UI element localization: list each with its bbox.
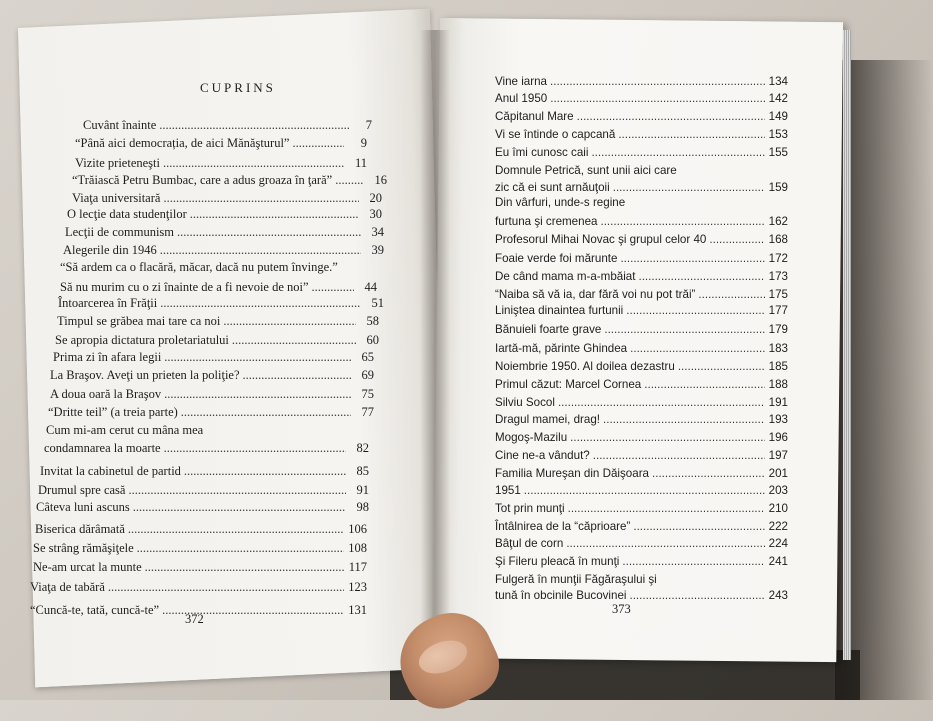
- toc-entry-page: 9: [360, 136, 367, 150]
- toc-entry: [495, 573, 657, 586]
- toc-entry-leader: [164, 387, 351, 402]
- toc-entry: [44, 441, 369, 456]
- toc-entry: [38, 483, 369, 498]
- toc-entry-title: Viaţa universitară: [72, 191, 161, 205]
- toc-entry: [495, 537, 788, 550]
- toc-entry: [495, 288, 788, 301]
- toc-entry-page: 168: [768, 233, 788, 246]
- toc-entry-page: 131: [348, 603, 367, 617]
- toc-entry-page: 159: [768, 181, 788, 194]
- toc-entry: [50, 368, 374, 383]
- toc-entry: [495, 342, 788, 355]
- toc-entry: [495, 146, 788, 159]
- toc-entry-title: Se apropia dictatura proletariatului: [55, 333, 229, 347]
- toc-entry-title: Silviu Socol: [495, 396, 555, 409]
- toc-entry-leader: [133, 500, 346, 515]
- toc-entry-leader: [570, 431, 765, 444]
- toc-entry: [495, 270, 788, 283]
- toc-entry-title: Bănuieli foarte grave: [495, 323, 602, 336]
- toc-entry-page: 155: [768, 146, 788, 159]
- toc-entry-title: Iartă-mă, părinte Ghindea: [495, 342, 628, 355]
- toc-entry-leader: [163, 156, 344, 171]
- page-title: CUPRINS: [200, 80, 276, 95]
- toc-entry-leader: [566, 537, 765, 550]
- toc-entry-title: Vi se întinde o capcană: [495, 128, 616, 141]
- toc-entry: [495, 520, 788, 533]
- toc-entry-leader: [600, 215, 765, 228]
- toc-entry: [30, 580, 367, 595]
- toc-entry-leader: [630, 342, 765, 355]
- toc-entry-title: “Până aici democrația, de aici Mănăşturul”: [75, 136, 290, 150]
- toc-entry-title: “Dritte teil” (a treia parte): [48, 405, 178, 419]
- toc-entry-leader: [604, 323, 765, 336]
- toc-entry-page: 7: [365, 118, 372, 132]
- toc-entry-page: 60: [366, 333, 379, 347]
- toc-entry-title: Ne-am urcat la munte: [33, 560, 142, 574]
- toc-entry-title: “Naiba să vă ia, dar fără voi nu pot trăi”: [495, 288, 696, 301]
- toc-entry-title: Lecţii de communism: [65, 225, 175, 239]
- toc-entry-title: O lecţie data studenţilor: [67, 207, 187, 221]
- toc-entry-title: Întâlnirea de la “căprioare”: [495, 520, 631, 533]
- toc-entry-leader: [164, 350, 351, 365]
- toc-entry-page: 106: [348, 522, 367, 536]
- toc-entry: [495, 164, 677, 177]
- toc-entry-leader: [160, 243, 361, 258]
- toc-entry-page: 30: [369, 207, 382, 221]
- toc-entry-title: Cine ne-a vândut?: [495, 449, 590, 462]
- toc-entry-page: 44: [364, 280, 377, 294]
- toc-entry-leader: [312, 280, 354, 295]
- toc-entry: [495, 396, 788, 409]
- toc-entry-page: 188: [768, 378, 788, 391]
- toc-entry-page: 11: [354, 156, 367, 170]
- toc-entry-title: Tot prin munţi: [495, 502, 565, 515]
- toc-entry-title: Anul 1950: [495, 92, 548, 105]
- toc-entry-page: 241: [768, 555, 788, 568]
- toc-entry: [72, 173, 387, 188]
- toc-entry: [495, 502, 788, 515]
- toc-entry-title: “Cuncă-te, tată, cuncă-te”: [30, 603, 160, 617]
- toc-entry-title: Mogoş-Mazilu: [495, 431, 568, 444]
- toc-entry-leader: [698, 288, 765, 301]
- toc-entry-leader: [568, 502, 765, 515]
- toc-entry-page: 91: [356, 483, 369, 497]
- toc-entry: [36, 500, 369, 515]
- toc-entry-page: 34: [371, 225, 384, 239]
- toc-entry: [495, 110, 788, 123]
- toc-entry-title: Liniştea dinaintea furtunii: [495, 304, 624, 317]
- toc-entry-page: 196: [768, 431, 788, 444]
- toc-entry-title: Prima zi în afara legii: [53, 350, 162, 364]
- toc-entry-leader: [678, 360, 765, 373]
- toc-entry: [83, 118, 372, 133]
- toc-entry-title: De când mama m-a-mbăiat: [495, 270, 636, 283]
- toc-entry: [50, 387, 374, 402]
- toc-entry-leader: [108, 580, 344, 595]
- toc-entry-leader: [626, 304, 765, 317]
- toc-entry: [495, 215, 788, 228]
- toc-entry-leader: [159, 118, 349, 133]
- toc-entry-page: 177: [768, 304, 788, 317]
- toc-entry-page: 201: [768, 467, 788, 480]
- toc-entry-leader: [577, 110, 765, 123]
- toc-entry-page: 123: [348, 580, 367, 594]
- toc-entry-page: 108: [348, 541, 367, 555]
- toc-entry: [63, 243, 384, 258]
- toc-entry-title: condamnarea la moarte: [44, 441, 161, 455]
- toc-entry-leader: [644, 378, 765, 391]
- toc-entry-title: Familia Mureşan din Dăişoara: [495, 467, 650, 480]
- toc-entry: [60, 280, 377, 295]
- toc-entry: [495, 431, 788, 444]
- toc-entry-title: Căpitanul Mare: [495, 110, 574, 123]
- toc-entry-title: Foaie verde foi mărunte: [495, 252, 618, 265]
- toc-entry-leader: [618, 128, 765, 141]
- toc-entry-leader: [292, 136, 344, 151]
- toc-entry-leader: [638, 270, 765, 283]
- toc-entry-page: 243: [768, 589, 788, 602]
- toc-entry-page: 98: [356, 500, 369, 514]
- toc-entry-page: 203: [768, 484, 788, 497]
- toc-entry: [495, 233, 788, 246]
- toc-entry-leader: [633, 520, 765, 533]
- toc-entry-title: Cum mi-am cerut cu mâna mea: [46, 423, 204, 437]
- toc-entry-title: Se strâng rămăşiţele: [33, 541, 134, 555]
- toc-entry: [495, 484, 788, 497]
- toc-entry-title: zic că ei sunt arnăuţoii: [495, 181, 610, 194]
- toc-entry-page: 58: [366, 314, 379, 328]
- right-page-number: 373: [612, 602, 631, 616]
- toc-entry-title: Viaţa de tabără: [30, 580, 105, 594]
- toc-entry-title: Dragul mamei, drag!: [495, 413, 601, 426]
- toc-entry-page: 197: [768, 449, 788, 462]
- toc-entry-title: Fulgeră în munţii Făgăraşului şi: [495, 573, 657, 586]
- toc-entry-leader: [593, 449, 765, 462]
- toc-entry-page: 82: [356, 441, 369, 455]
- toc-entry-page: 175: [768, 288, 788, 301]
- toc-entry-page: 117: [348, 560, 367, 574]
- toc-entry-title: Drumul spre casă: [38, 483, 126, 497]
- page-edges: [843, 30, 851, 660]
- toc-entry-page: 224: [768, 537, 788, 550]
- toc-entry-title: Vizite prieteneşti: [75, 156, 160, 170]
- toc-entry: [495, 449, 788, 462]
- toc-entry-page: 210: [768, 502, 788, 515]
- toc-entry-title: furtuna şi cremenea: [495, 215, 598, 228]
- toc-entry: [65, 225, 384, 240]
- toc-entry: [53, 350, 374, 365]
- toc-entry: [495, 360, 788, 373]
- toc-entry-leader: [524, 484, 765, 497]
- left-page-number: 372: [185, 612, 204, 626]
- toc-entry-page: 222: [768, 520, 788, 533]
- toc-entry-title: Primul căzut: Marcel Cornea: [495, 378, 642, 391]
- toc-entry-page: 172: [768, 252, 788, 265]
- toc-entry-title: Alegerile din 1946: [63, 243, 157, 257]
- toc-entry-title: Eu îmi cunosc caii: [495, 146, 589, 159]
- toc-entry: [495, 378, 788, 391]
- toc-entry-leader: [145, 560, 344, 575]
- toc-entry-page: 179: [768, 323, 788, 336]
- toc-entry-title: “Să ardem ca o flacără, măcar, dacă nu putem învinge.”: [60, 260, 338, 274]
- toc-entry-leader: [652, 467, 765, 480]
- toc-entry-title: Biserica dărâmată: [35, 522, 125, 536]
- toc-entry-title: Invitat la cabinetul de partid: [40, 464, 181, 478]
- toc-entry: [75, 136, 367, 151]
- toc-entry: [495, 323, 788, 336]
- toc-entry-leader: [613, 181, 765, 194]
- toc-entry-leader: [335, 173, 364, 188]
- toc-entry-leader: [190, 207, 359, 222]
- toc-entry-page: 85: [356, 464, 369, 478]
- toc-entry-leader: [177, 225, 361, 240]
- toc-entry-page: 77: [361, 405, 374, 419]
- toc-entry-page: 65: [361, 350, 374, 364]
- toc-entry: [495, 92, 788, 105]
- toc-entry-leader: [558, 396, 765, 409]
- toc-entry-page: 69: [361, 368, 374, 382]
- toc-entry: [33, 541, 367, 556]
- toc-entry-page: 193: [768, 413, 788, 426]
- toc-entry-leader: [550, 75, 765, 88]
- toc-entry-leader: [629, 589, 765, 602]
- toc-entry: [40, 464, 369, 479]
- toc-entry: [60, 260, 338, 275]
- toc-entry-leader: [550, 92, 765, 105]
- toc-entry-page: 183: [768, 342, 788, 355]
- toc-entry: [495, 75, 788, 88]
- toc-entry: [33, 560, 367, 575]
- toc-entry-page: 162: [768, 215, 788, 228]
- toc-entry-page: 51: [371, 296, 384, 310]
- toc-entry-title: Noiembrie 1950. Al doilea dezastru: [495, 360, 675, 373]
- toc-entry: [46, 423, 203, 438]
- toc-entry-page: 185: [768, 360, 788, 373]
- toc-entry-leader: [128, 522, 344, 537]
- toc-entry-leader: [243, 368, 351, 383]
- toc-entry-page: 16: [374, 173, 387, 187]
- toc-entry-leader: [160, 296, 361, 311]
- toc-entry-title: Cuvânt înainte: [83, 118, 157, 132]
- toc-entry-title: Întoarcerea în Frăţii: [58, 296, 158, 310]
- toc-entry-title: Profesorul Mihai Novac şi grupul celor 40: [495, 233, 707, 246]
- toc-entry-page: 149: [768, 110, 788, 123]
- toc-entry-title: Domnule Petrică, sunt unii aici care: [495, 164, 677, 177]
- toc-entry-title: Să nu murim cu o zi înainte de a fi nevoie de noi”: [60, 280, 309, 294]
- toc-entry-title: Bâţul de corn: [495, 537, 564, 550]
- toc-entry-leader: [164, 441, 346, 456]
- toc-entry-title: La Braşov. Aveţi un prieten la poliţie?: [50, 368, 240, 382]
- toc-entry: [495, 196, 625, 209]
- toc-entry-leader: [620, 252, 765, 265]
- toc-entry-title: Vine iarna: [495, 75, 547, 88]
- toc-entry-leader: [184, 464, 346, 479]
- toc-entry-leader: [591, 146, 765, 159]
- toc-entry-leader: [128, 483, 346, 498]
- toc-entry-title: Câteva luni ascuns: [36, 500, 130, 514]
- toc-entry: [495, 304, 788, 317]
- toc-entry: [72, 191, 382, 206]
- toc-entry-page: 173: [768, 270, 788, 283]
- toc-entry-leader: [709, 233, 765, 246]
- toc-entry-title: Din vârfuri, unde-s regine: [495, 196, 626, 209]
- toc-entry: [495, 128, 788, 141]
- toc-entry-leader: [181, 405, 351, 420]
- toc-entry-leader: [223, 314, 356, 329]
- toc-entry-leader: [137, 541, 344, 556]
- toc-entry-page: 75: [361, 387, 374, 401]
- toc-entry-page: 20: [369, 191, 382, 205]
- toc-entry: [495, 181, 788, 194]
- toc-entry-title: “Trăiască Petru Bumbac, care a adus groaza în ţară”: [72, 173, 333, 187]
- toc-entry-page: 39: [371, 243, 384, 257]
- toc-entry-title: 1951: [495, 484, 521, 497]
- toc-entry-leader: [603, 413, 765, 426]
- toc-entry-leader: [163, 191, 359, 206]
- toc-entry: [57, 314, 379, 329]
- toc-entry: [495, 589, 788, 602]
- toc-entry-title: Şi Fileru pleacă în munţi: [495, 555, 620, 568]
- toc-entry: [48, 405, 374, 420]
- toc-entry: [495, 555, 788, 568]
- book-gutter: [420, 30, 450, 690]
- toc-entry-title: Timpul se grăbea mai tare ca noi: [57, 314, 221, 328]
- toc-entry: [495, 413, 788, 426]
- toc-entry-page: 142: [768, 92, 788, 105]
- toc-entry: [75, 156, 367, 171]
- toc-entry: [67, 207, 382, 222]
- toc-entry-leader: [232, 333, 356, 348]
- toc-entry-title: tună în obcinile Bucovinei: [495, 589, 627, 602]
- toc-entry: [35, 522, 367, 537]
- toc-entry-leader: [622, 555, 765, 568]
- toc-entry: [495, 467, 788, 480]
- toc-entry: [58, 296, 384, 311]
- toc-entry-page: 134: [768, 75, 788, 88]
- toc-entry-title: A doua oară la Braşov: [50, 387, 162, 401]
- toc-entry: [495, 252, 788, 265]
- toc-entry-page: 153: [768, 128, 788, 141]
- toc-entry: [55, 333, 379, 348]
- toc-entry-page: 191: [768, 396, 788, 409]
